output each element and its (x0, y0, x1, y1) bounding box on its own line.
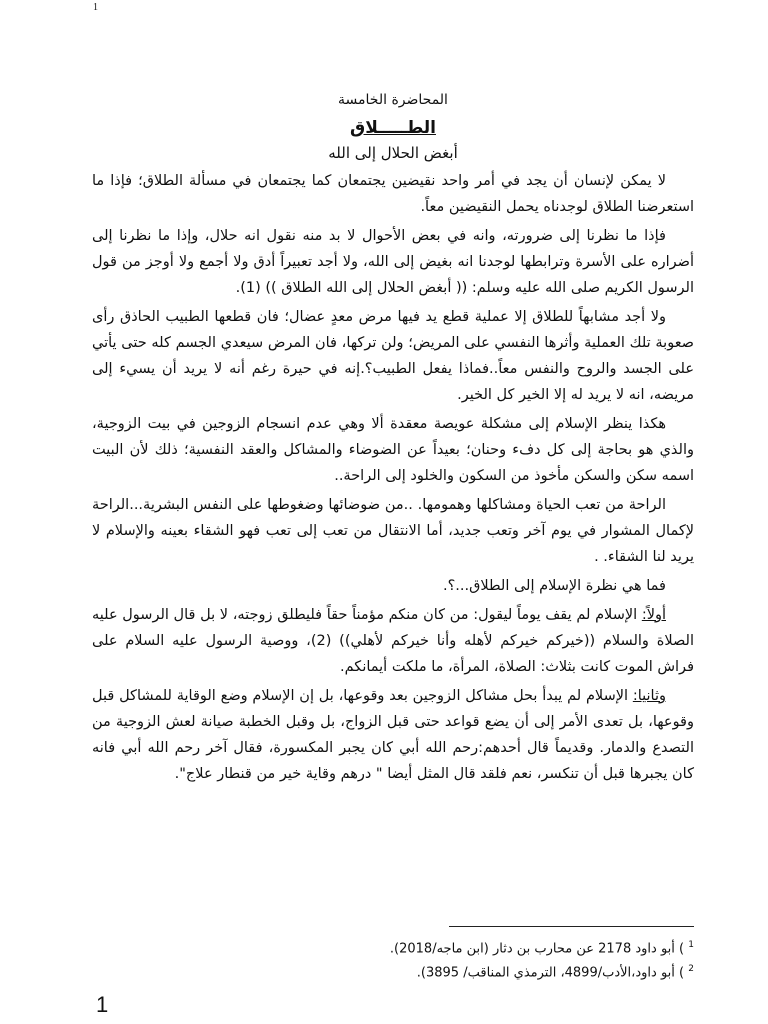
footnote-text: ) أبو داود 2178 عن محارب بن دثار (ابن ماجه/2018). (389, 941, 685, 957)
paragraph-question: فما هي نظرة الإسلام إلى الطلاق...؟. (442, 578, 666, 594)
footnote-divider (449, 926, 694, 927)
point-second-text: الإسلام لم يبدأ بحل مشاكل الزوجين بعد وقوعها، بل إن الإسلام وضع الوقاية للمشاكل قبل وقوعها، بل تعدى الأمر إلى أن يضع قواعد حتى قبل الزواج، بل وقبل الخطبة صيانة لعش الزوجية من التصدع والدمار. وقديماً قال أحدهم:رحم الله أبي كان يجبر المكسورة، فقال آخر رحم الله أبي فانه كان يجبرها قبل أن تنكسر، نعم فلقد قال المثل أيضا " درهم وقاية خير من قنطار علاج". (92, 688, 694, 782)
paragraph-necessity: فإذا ما نظرنا إلى ضرورته، وانه في بعض الأحوال لا بد منه نقول انه حلال، وإذا ما نظرنا إلى أضراره على الأسرة وترابطها لوجدنا انه بغيض إلى الله، ولا أجد تعبيراً أدق ولا أجمع ولا أوجز من قول الرسول الكريم صلى الله عليه وسلم: (( أبغض الحلال إلى الله الطلاق )) (1). (92, 228, 694, 296)
point-second (92, 683, 694, 787)
page-subtitle: أبغض الحلال إلى الله (328, 144, 458, 162)
footnote-text: ) أبو داود،الأدب/4899، الترمذي المناقب/ 3895). (416, 965, 685, 981)
point-first-text: الإسلام لم يقف يوماً ليقول: من كان منكم مؤمناً حقاً فليطلق زوجته، لا بل قال الرسول عليه الصلاة والسلام ((خيركم خيركم لأهله وأنا خيركم لأهلي)) (2)، ووصية الرسول عليه السلام على فراش الموت كانت بثلاث: الصلاة، المرأة، ما ملكت أيمانكم. (92, 607, 694, 675)
lecture-label: المحاضرة الخامسة (338, 92, 448, 108)
page-title: الطـــــلاق (350, 118, 436, 138)
paragraph-surgery-analogy: ولا أجد مشابهاً للطلاق إلا عملية قطع يد فيها مرض معدٍ عضال؛ فان قطعها الطبيب الحاذق رأى صعوبة تلك العملية وأثرها النفسي على المريض؛ ولن تركها، فان المرض سيعدي الجسم كله حتى يأتي على الجسد والروح والنفس معاً..فماذا يفعل الطبيب؟.إنه في حيرة رغم أنه لا يريد أن يسيء إلى مريضه، انه لا يريد له إلا الخير كل الخير. (92, 309, 694, 403)
footnote-number: 1 (688, 940, 694, 950)
paragraph-rest: الراحة من تعب الحياة ومشاكلها وهمومها. ..من ضوضائها وضغوطها على النفس البشرية...الراحة لإكمال المشوار في يوم آخر وتعب جديد، أما الانتقال من تعب إلى تعب فهو الشقاء بعينه والإسلام لا يريد لنا الشقاء. . (92, 497, 694, 565)
footnote-item (92, 959, 694, 983)
point-first (92, 602, 694, 680)
paragraph-intro: لا يمكن لإنسان أن يجد في أمر واحد نقيضين يجتمعان كما يجتمعان في مسألة الطلاق؛ فإذا ما استعرضنا الطلاق لوجدناه يحمل النقيضين معاً. (92, 173, 694, 215)
footnote-number: 2 (688, 964, 694, 975)
point-first-lead: أولاً: (641, 607, 666, 623)
point-second-lead: وثانيا: (632, 688, 666, 704)
footnote-item (92, 935, 694, 959)
document-body (92, 92, 694, 790)
page-number-top: 1 (93, 2, 98, 13)
paragraph-islam-view: هكذا ينظر الإسلام إلى مشكلة عويصة معقدة ألا وهي عدم انسجام الزوجين في بيت الزوجية، والذي هو بحاجة إلى كل دفء وحنان؛ بعيداً عن الضوضاء والمشاكل والعقد النفسية؛ ذلك لأن البيت اسمه سكن والسكن مأخوذ من السكون والخلود إلى الراحة.. (92, 416, 694, 484)
page-number-bottom: 1 (96, 992, 109, 1017)
footnotes (92, 926, 694, 984)
